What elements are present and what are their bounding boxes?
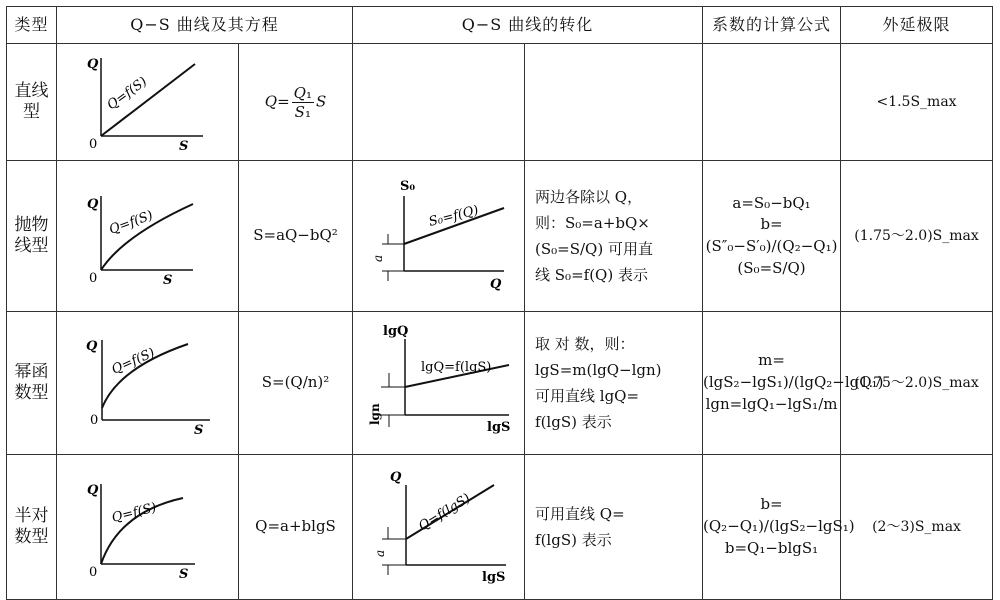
header-transform: Q−S 曲线的转化 [353, 7, 703, 44]
formula-table [6, 6, 993, 600]
curve-figure [83, 186, 213, 286]
desc-line: f(lgS) 表示 [535, 413, 612, 432]
coef-line: a=S₀−bQ₁ [732, 193, 811, 212]
x-axis-label: S [178, 139, 188, 152]
x-axis-label: S [193, 423, 203, 438]
y-axis-label: Q [86, 57, 98, 72]
origin-label: 0 [88, 565, 97, 580]
type-cell [7, 455, 57, 600]
coef-line: (S₀=S/Q) [737, 258, 806, 277]
desc-line: 两边各除以 Q， [535, 187, 643, 206]
type-label: 抛物线型 [14, 214, 49, 256]
desc-line: 可用直线 Q= [535, 504, 625, 523]
curve-figure [83, 472, 213, 582]
y-axis-label: Q [389, 470, 401, 485]
transform-desc-cell [525, 312, 703, 455]
curve-figure-cell [57, 161, 239, 312]
limit-cell: (2～3)S_max [841, 455, 993, 600]
transform-figure-cell [353, 161, 525, 312]
curve-figure [83, 52, 213, 152]
desc-line: (S₀=S/Q) 可用直 [535, 240, 653, 258]
type-label: 半对数型 [14, 505, 49, 547]
origin-label: 0 [89, 413, 98, 428]
table-row [7, 312, 993, 455]
desc-line: 则：S₀=a+bQ× [535, 213, 650, 232]
header-coef: 系数的计算公式 [703, 7, 841, 44]
origin-label: 0 [88, 137, 97, 152]
curve-label: Q=f(S) [106, 208, 155, 238]
limit-cell: <1.5S_max [841, 44, 993, 161]
transform-label: lgQ=f(lgS) [420, 360, 491, 375]
desc-line: f(lgS) 表示 [535, 531, 612, 549]
y-axis-label: lgQ [382, 324, 408, 339]
header-type: 类型 [7, 7, 57, 44]
curve-label: Q=f(S) [109, 345, 157, 378]
type-cell [7, 44, 57, 161]
equation-cell: Q= $\frac{\text{Q₁}}{\text{S₁}}$ S [239, 44, 353, 161]
x-axis-label: S [178, 567, 188, 582]
curve-figure [78, 328, 218, 438]
x-axis-label: Q [489, 277, 501, 292]
type-label: 直线型 [14, 80, 49, 122]
transform-label: Q=f(lgS) [415, 490, 473, 535]
limit-cell: (1.75～2.0)S_max [841, 312, 993, 455]
type-cell [7, 161, 57, 312]
header-limit: 外延极限 [841, 7, 993, 44]
curve-figure-cell [57, 312, 239, 455]
curve-label: Q=f(S) [109, 500, 158, 526]
y-axis-label: S₀ [399, 179, 415, 194]
desc-line: lgS=m(lgQ−lgn) [535, 360, 662, 379]
intercept-label: a [372, 549, 387, 557]
limit-cell: (1.75～2.0)S_max [841, 161, 993, 312]
transform-figure-cell [353, 312, 525, 455]
transform-figure-cell [353, 455, 525, 600]
header-row [7, 7, 993, 44]
coef-line: b=(S″₀−S′₀)/(Q₂−Q₁) [705, 215, 838, 255]
x-axis-label: S [162, 273, 172, 286]
intercept-label: lgn [367, 403, 382, 425]
header-curve-eq: Q−S 曲线及其方程 [57, 7, 353, 44]
transform-desc-cell [525, 161, 703, 312]
transform-desc-cell [525, 44, 703, 161]
coef-line: b=(Q₂−Q₁)/(lgS₂−lgS₁) [703, 495, 855, 536]
coef-cell [703, 312, 884, 455]
transform-figure-cell [353, 44, 525, 161]
coef-cell [703, 161, 841, 312]
x-axis-label: lgS [486, 420, 510, 435]
table-row [7, 455, 993, 600]
type-label: 幂函数型 [14, 361, 49, 403]
y-axis-label: Q [85, 339, 97, 354]
curve-figure-cell [57, 455, 239, 600]
coef-line: lgn=lgQ₁−lgS₁/m [705, 394, 838, 413]
desc-line: 线 S₀=f(Q) 表示 [535, 266, 648, 285]
coef-cell [703, 44, 841, 161]
coef-line: b=Q₁−blgS₁ [724, 538, 819, 557]
equation-cell: S=aQ−bQ² [239, 161, 353, 312]
transform-label: S₀=f(Q) [426, 203, 480, 230]
transform-figure [359, 323, 519, 443]
transform-desc-cell [525, 455, 703, 600]
y-axis-label: Q [86, 197, 98, 212]
type-cell [7, 312, 57, 455]
y-axis-label: Q [86, 483, 98, 498]
table-row [7, 44, 993, 161]
curve-figure-cell [57, 44, 239, 161]
desc-line: 取 对 数，则： [535, 334, 635, 353]
transform-figure [364, 467, 514, 587]
coef-cell [703, 455, 855, 600]
equation-cell: S=(Q/n)² [239, 312, 353, 455]
table-row [7, 161, 993, 312]
equation-cell: Q=a+blgS [239, 455, 353, 600]
transform-figure [364, 176, 514, 296]
x-axis-label: lgS [481, 570, 505, 585]
intercept-label: a [370, 254, 385, 262]
curve-label: Q=f(S) [104, 74, 150, 114]
origin-label: 0 [88, 271, 97, 286]
coef-line: m=(lgS₂−lgS₁)/(lgQ₂−lgQ₁) [703, 351, 884, 392]
desc-line: 可用直线 lgQ= [535, 387, 640, 405]
